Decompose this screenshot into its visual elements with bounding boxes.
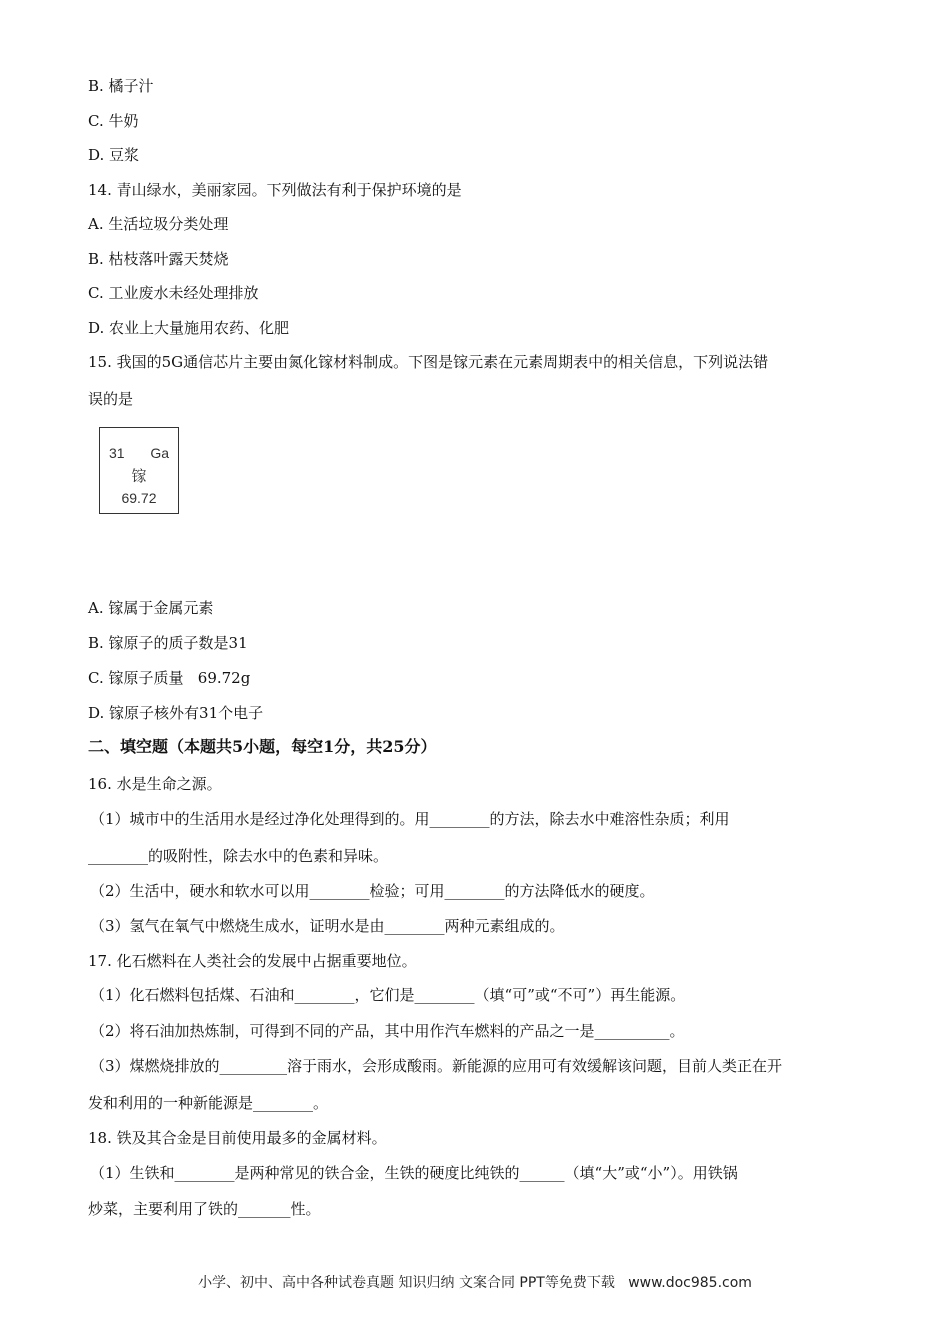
question-17-stem: 17. 化石燃料在人类社会的发展中占据重要地位。 xyxy=(88,952,417,970)
option-14-b: B. 枯枝落叶露天焚烧 xyxy=(88,250,229,268)
option-14-a: A. 生活垃圾分类处理 xyxy=(88,215,229,233)
question-14-stem: 14. 青山绿水，美丽家园。下列做法有利于保护环境的是 xyxy=(88,181,462,199)
element-symbol: Ga xyxy=(150,445,169,461)
gallium-element-card xyxy=(99,427,179,514)
question-16-part2: （2）生活中，硬水和软水可以用________检验；可用________的方法降低水的硬度。 xyxy=(90,882,655,900)
option-14-c: C. 工业废水未经处理排放 xyxy=(88,284,259,302)
question-16-part1-line2: ________的吸附性，除去水中的色素和异味。 xyxy=(88,847,389,865)
question-15-stem-line2: 误的是 xyxy=(88,390,134,408)
question-18-part1-line1: （1）生铁和________是两种常见的铁合金，生铁的硬度比纯铁的______（填“大”或“小”）。用铁锅 xyxy=(90,1164,738,1182)
option-13-b: B. 橘子汁 xyxy=(88,77,154,95)
option-15-d: D. 镓原子核外有31个电子 xyxy=(88,704,264,722)
element-name: 镓 xyxy=(131,467,147,485)
option-15-c: C. 镓原子质量 69.72g xyxy=(88,669,251,687)
question-15-stem-line1: 15. 我国的5G通信芯片主要由氮化镓材料制成。下图是镓元素在元素周期表中的相关信息，下列说法错 xyxy=(88,353,769,371)
question-16-part3: （3）氢气在氧气中燃烧生成水，证明水是由________两种元素组成的。 xyxy=(90,917,565,935)
atomic-number: 31 xyxy=(109,445,125,461)
option-13-c: C. 牛奶 xyxy=(88,112,139,130)
atomic-mass: 69.72 xyxy=(121,490,157,506)
question-18-part1-line2: 炒菜，主要利用了铁的_______性。 xyxy=(88,1200,321,1218)
option-15-a: A. 镓属于金属元素 xyxy=(88,599,214,617)
option-15-b: B. 镓原子的质子数是31 xyxy=(88,634,248,652)
question-17-part3-line1: （3）煤燃烧排放的_________溶于雨水，会形成酸雨。新能源的应用可有效缓解该问题，目前人类正在开 xyxy=(90,1057,783,1075)
question-18-stem: 18. 铁及其合金是目前使用最多的金属材料。 xyxy=(88,1129,387,1147)
question-17-part2: （2）将石油加热炼制，可得到不同的产品，其中用作汽车燃料的产品之一是__________。 xyxy=(90,1022,685,1040)
question-16-stem: 16. 水是生命之源。 xyxy=(88,775,222,793)
question-16-part1-line1: （1）城市中的生活用水是经过净化处理得到的。用________的方法，除去水中难溶性杂质；利用 xyxy=(90,810,730,828)
option-14-d: D. 农业上大量施用农药、化肥 xyxy=(88,319,290,337)
question-17-part1: （1）化石燃料包括煤、石油和________，它们是________（填“可”或“不可”）再生能源。 xyxy=(90,986,686,1004)
question-17-part3-line2: 发和利用的一种新能源是________。 xyxy=(88,1094,329,1112)
section-2-title: 二、填空题（本题共5小题，每空1分，共25分） xyxy=(88,737,437,756)
option-13-d: D. 豆浆 xyxy=(88,146,140,164)
footer-ad-text: 小学、初中、高中各种试卷真题 知识归纳 文案合同 PPT等免费下载 www.doc985.com xyxy=(198,1275,752,1291)
